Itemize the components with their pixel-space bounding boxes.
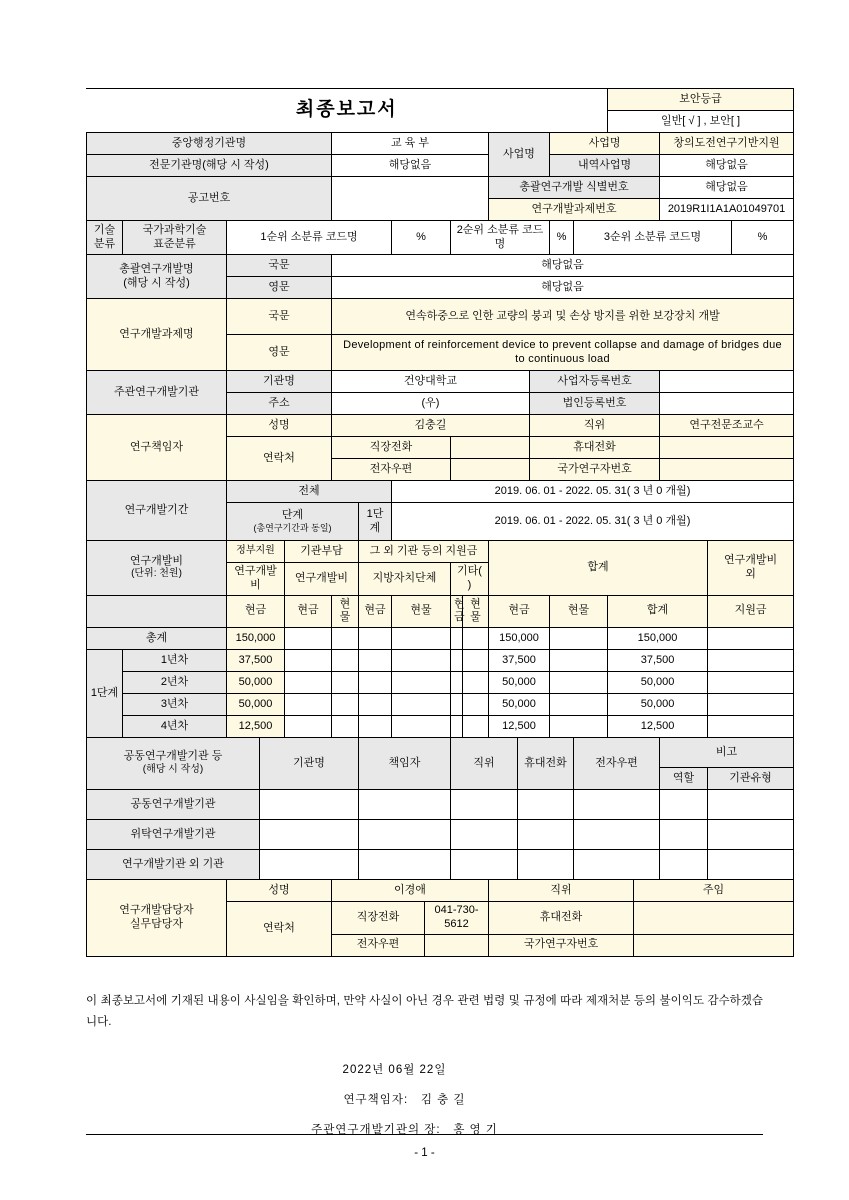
notice-no-label: 공고번호 xyxy=(87,177,332,221)
table-row xyxy=(87,650,794,672)
project-group-label: 사업명 xyxy=(489,133,550,177)
sum-total-y4: 12,500 xyxy=(608,716,708,738)
natl-researcher-no-value xyxy=(660,459,794,481)
joint-org-name-header: 기관명 xyxy=(260,738,359,790)
local-cash-y4 xyxy=(359,716,392,738)
etc-cash-y3 xyxy=(451,694,463,716)
table-row xyxy=(87,820,794,850)
signature-block xyxy=(86,1056,763,1146)
leader-signature-label: 연구책임자: xyxy=(343,1094,409,1107)
mobile-label: 휴대전화 xyxy=(530,437,660,459)
org-cash-y2 xyxy=(285,672,332,694)
joint-org-type-header: 기관유형 xyxy=(708,768,794,790)
org-name-label: 기관명 xyxy=(227,371,332,393)
overall-name-label: 총괄연구개발명 (해당 시 작성) xyxy=(87,255,227,299)
detail-project-value: 해당없음 xyxy=(660,155,794,177)
pct-2: % xyxy=(550,221,574,255)
staff-position-value: 주임 xyxy=(634,880,794,902)
staff-mobile-label: 휴대전화 xyxy=(489,902,634,935)
sum-total-y1: 37,500 xyxy=(608,650,708,672)
sum-cash-header: 현금 xyxy=(489,595,550,628)
sum-cash-y3: 50,000 xyxy=(489,694,550,716)
gov-cash-total: 150,000 xyxy=(227,628,285,650)
budget-head-blank xyxy=(87,595,227,628)
budget-year-label-2: 2년차 xyxy=(123,672,227,694)
leader-signature-name: 김 충 길 xyxy=(420,1094,466,1107)
sum-inkind-y1 xyxy=(550,650,608,672)
gov-support-label: 정부지원 xyxy=(227,541,285,563)
declaration-statement: 이 최종보고서에 기재된 내용이 사실임을 확인하며, 만약 사실이 아닌 경우 관련 법령 및 규정에 따라 제재처분 등의 불이익도 감수하겠습니다. xyxy=(86,994,763,1029)
staff-office-phone-label: 직장전화 xyxy=(332,902,425,935)
project-name-value: 창의도전연구기반지원 xyxy=(660,133,794,155)
joint-row-email-0 xyxy=(574,790,660,820)
joint-row-mobile-0 xyxy=(518,790,574,820)
table-row xyxy=(87,694,794,716)
overall-kor-value: 해당없음 xyxy=(332,255,794,277)
task-eng-value: Development of reinforcement device to prevent collapse and damage of bridges due to continuous load xyxy=(332,335,794,371)
host-signature-name: 홍 영 기 xyxy=(453,1123,498,1136)
org-cash-y1 xyxy=(285,650,332,672)
etc-cash-header: 현금 xyxy=(451,595,463,628)
sum-inkind-y3 xyxy=(550,694,608,716)
org-inkind-y3 xyxy=(332,694,359,716)
org-burden-label-2: 연구개발비 xyxy=(285,563,359,596)
etc-inkind-y2 xyxy=(463,672,489,694)
staff-natl-researcher-no-value xyxy=(634,934,794,956)
expert-agency-value: 해당없음 xyxy=(332,155,489,177)
leader-label: 연구책임자 xyxy=(87,415,227,481)
sum-cash-y2: 50,000 xyxy=(489,672,550,694)
email-value xyxy=(451,459,530,481)
local-inkind-header: 현물 xyxy=(392,595,451,628)
joint-row-leader-0 xyxy=(359,790,451,820)
staff-email-value xyxy=(425,934,489,956)
class-3: 3순위 소분류 코드명 xyxy=(574,221,732,255)
address-label: 주소 xyxy=(227,393,332,415)
signature-date: 2022년 06월 22일 xyxy=(342,1064,447,1077)
sum-total-y3: 50,000 xyxy=(608,694,708,716)
sum-inkind-total xyxy=(550,628,608,650)
table-row xyxy=(87,716,794,738)
task-kor-label: 국문 xyxy=(227,299,332,335)
sum-cash-y1: 37,500 xyxy=(489,650,550,672)
sum-total-total: 150,000 xyxy=(608,628,708,650)
overall-id-label: 총괄연구개발 식별번호 xyxy=(489,177,660,199)
etc-inkind-y4 xyxy=(463,716,489,738)
org-cash-y4 xyxy=(285,716,332,738)
etc-label: 기타( ) xyxy=(451,563,489,596)
stage1-period: 2019. 06. 01 - 2022. 05. 31( 3 년 0 개월) xyxy=(392,503,794,541)
sum-inkind-y2 xyxy=(550,672,608,694)
org-inkind-header: 현물 xyxy=(332,595,359,628)
mobile-value xyxy=(660,437,794,459)
report-title: 최종보고서 xyxy=(295,99,398,121)
office-phone-value xyxy=(451,437,530,459)
corp-reg-value xyxy=(660,393,794,415)
sum-inkind-header: 현물 xyxy=(550,595,608,628)
etc-inkind-header: 현물 xyxy=(463,595,489,628)
joint-row-orgtype-0 xyxy=(708,790,794,820)
sum-total-y2: 50,000 xyxy=(608,672,708,694)
org-cash-y3 xyxy=(285,694,332,716)
overall-kor-label: 국문 xyxy=(227,255,332,277)
outside-y2 xyxy=(708,672,794,694)
joint-row-orgname-1 xyxy=(260,820,359,850)
overall-id-value: 해당없음 xyxy=(660,177,794,199)
local-inkind-y3 xyxy=(392,694,451,716)
joint-leader-header: 책임자 xyxy=(359,738,451,790)
total-period-value: 2019. 06. 01 - 2022. 05. 31( 3 년 0 개월) xyxy=(392,481,794,503)
joint-row-email-1 xyxy=(574,820,660,850)
total-period-label: 전체 xyxy=(227,481,392,503)
joint-row-role-0 xyxy=(660,790,708,820)
org-cash-total xyxy=(285,628,332,650)
etc-inkind-y1 xyxy=(463,650,489,672)
local-inkind-total xyxy=(392,628,451,650)
host-signature-label: 주관연구개발기관의 장: xyxy=(311,1123,441,1136)
sum-label: 합계 xyxy=(489,541,708,596)
stage-label: 단계 (총연구기간과 동일) xyxy=(227,503,359,541)
email-label: 전자우편 xyxy=(332,459,451,481)
central-agency-label: 중앙행정기관명 xyxy=(87,133,332,155)
joint-role-header: 역할 xyxy=(660,768,708,790)
outside-total xyxy=(708,628,794,650)
table-row xyxy=(87,628,794,650)
outside-y1 xyxy=(708,650,794,672)
org-inkind-y1 xyxy=(332,650,359,672)
joint-row-label-0: 공동연구개발기관 xyxy=(87,790,260,820)
etc-cash-y4 xyxy=(451,716,463,738)
pct-3: % xyxy=(732,221,794,255)
etc-cash-total xyxy=(451,628,463,650)
outside-support-label: 연구개발비 외 xyxy=(708,541,794,596)
joint-row-mobile-2 xyxy=(518,850,574,880)
org-burden-label: 기관부담 xyxy=(285,541,359,563)
rnd-task-no-label: 연구개발과제번호 xyxy=(489,199,660,221)
class-2: 2순위 소분류 코드명 xyxy=(451,221,550,255)
rnd-task-no-value: 2019R1I1A1A01049701 xyxy=(660,199,794,221)
sum-total-header: 합계 xyxy=(608,595,708,628)
gov-support-label-2: 연구개발비 xyxy=(227,563,285,596)
budget-label: 연구개발비 (단위: 천원) xyxy=(87,541,227,596)
etc-cash-y2 xyxy=(451,672,463,694)
overall-eng-value: 해당없음 xyxy=(332,277,794,299)
staff-natl-researcher-no-label: 국가연구자번호 xyxy=(489,934,634,956)
leader-position-label: 직위 xyxy=(530,415,660,437)
outside-y4 xyxy=(708,716,794,738)
task-eng-label: 영문 xyxy=(227,335,332,371)
joint-row-position-1 xyxy=(451,820,518,850)
joint-position-header: 직위 xyxy=(451,738,518,790)
org-inkind-y2 xyxy=(332,672,359,694)
joint-row-orgtype-1 xyxy=(708,820,794,850)
joint-row-email-2 xyxy=(574,850,660,880)
leader-name-label: 성명 xyxy=(227,415,332,437)
stage1-label: 1단계 xyxy=(359,503,392,541)
org-cash-header: 현금 xyxy=(285,595,332,628)
staff-contact-label: 연락처 xyxy=(227,902,332,957)
staff-mobile-value xyxy=(634,902,794,935)
budget-year-label-4: 4년차 xyxy=(123,716,227,738)
host-org-label: 주관연구개발기관 xyxy=(87,371,227,415)
joint-mobile-header: 휴대전화 xyxy=(518,738,574,790)
gov-cash-header: 현금 xyxy=(227,595,285,628)
gov-cash-y2: 50,000 xyxy=(227,672,285,694)
leader-signature xyxy=(86,1086,763,1116)
period-label: 연구개발기간 xyxy=(87,481,227,541)
expert-agency-label: 전문기관명(해당 시 작성) xyxy=(87,155,332,177)
budget-year-label-3: 3년차 xyxy=(123,694,227,716)
table-row xyxy=(87,790,794,820)
local-inkind-y1 xyxy=(392,650,451,672)
task-kor-value: 연속하중으로 인한 교량의 붕괴 및 손상 방지를 위한 보강장치 개발 xyxy=(332,299,794,335)
local-cash-y2 xyxy=(359,672,392,694)
notice-no-value xyxy=(332,177,489,221)
org-name-value: 건양대학교 xyxy=(332,371,530,393)
leader-contact-label: 연락처 xyxy=(227,437,332,481)
table-row xyxy=(87,672,794,694)
joint-row-position-0 xyxy=(451,790,518,820)
joint-row-role-1 xyxy=(660,820,708,850)
pct-1: % xyxy=(392,221,451,255)
central-agency-value: 교 육 부 xyxy=(332,133,489,155)
joint-org-label: 공동연구개발기관 등 (해당 시 작성) xyxy=(87,738,260,790)
project-name-label: 사업명 xyxy=(550,133,660,155)
staff-name-value: 이경애 xyxy=(332,880,489,902)
staff-office-phone-value: 041-730-5612 xyxy=(425,902,489,935)
leader-name-value: 김충길 xyxy=(332,415,530,437)
joint-row-orgtype-2 xyxy=(708,850,794,880)
page-number: - 1 - xyxy=(86,1134,763,1159)
staff-name-label: 성명 xyxy=(227,880,332,902)
natl-researcher-no-label: 국가연구자번호 xyxy=(530,459,660,481)
local-cash-y1 xyxy=(359,650,392,672)
joint-row-label-2: 연구개발기관 외 기관 xyxy=(87,850,260,880)
org-inkind-total xyxy=(332,628,359,650)
overall-eng-label: 영문 xyxy=(227,277,332,299)
staff-email-label: 전자우편 xyxy=(332,934,425,956)
office-phone-label: 직장전화 xyxy=(332,437,451,459)
budget-year-label-1: 1년차 xyxy=(123,650,227,672)
tech-class-label: 기술 분류 xyxy=(87,221,123,255)
org-inkind-y4 xyxy=(332,716,359,738)
joint-note-header: 비고 xyxy=(660,738,794,768)
outside-y3 xyxy=(708,694,794,716)
biz-reg-label: 사업자등록번호 xyxy=(530,371,660,393)
local-inkind-y2 xyxy=(392,672,451,694)
joint-email-header: 전자우편 xyxy=(574,738,660,790)
sum-cash-y4: 12,500 xyxy=(489,716,550,738)
local-gov-label: 지방자치단체 xyxy=(359,563,451,596)
joint-row-orgname-2 xyxy=(260,850,359,880)
staff-position-label: 직위 xyxy=(489,880,634,902)
joint-row-mobile-1 xyxy=(518,820,574,850)
local-cash-total xyxy=(359,628,392,650)
budget-stage-label: 1단계 xyxy=(87,650,123,738)
local-cash-y3 xyxy=(359,694,392,716)
class-1: 1순위 소분류 코드명 xyxy=(227,221,392,255)
leader-position-value: 연구전문조교수 xyxy=(660,415,794,437)
gov-cash-y3: 50,000 xyxy=(227,694,285,716)
table-row xyxy=(87,850,794,880)
gov-cash-y1: 37,500 xyxy=(227,650,285,672)
detail-project-label: 내역사업명 xyxy=(550,155,660,177)
security-grade-label: 보안등급 xyxy=(608,89,794,111)
joint-row-leader-2 xyxy=(359,850,451,880)
std-class-label: 국가과학기술 표준분류 xyxy=(123,221,227,255)
joint-row-leader-1 xyxy=(359,820,451,850)
sum-inkind-y4 xyxy=(550,716,608,738)
report-cover-table xyxy=(86,88,794,957)
budget-row-label-total: 총계 xyxy=(87,628,227,650)
outside-support-header: 지원금 xyxy=(708,595,794,628)
corp-reg-label: 법인등록번호 xyxy=(530,393,660,415)
joint-row-orgname-0 xyxy=(260,790,359,820)
local-inkind-y4 xyxy=(392,716,451,738)
security-grade-value: 일반[ √ ] , 보안[ ] xyxy=(608,111,794,133)
sum-cash-total: 150,000 xyxy=(489,628,550,650)
biz-reg-value xyxy=(660,371,794,393)
joint-row-position-2 xyxy=(451,850,518,880)
etc-cash-y1 xyxy=(451,650,463,672)
task-title-label: 연구개발과제명 xyxy=(87,299,227,371)
other-support-label: 그 외 기관 등의 지원금 xyxy=(359,541,489,563)
etc-inkind-y3 xyxy=(463,694,489,716)
address-value: (우) xyxy=(332,393,530,415)
local-cash-header: 현금 xyxy=(359,595,392,628)
gov-cash-y4: 12,500 xyxy=(227,716,285,738)
etc-inkind-total xyxy=(463,628,489,650)
joint-row-role-2 xyxy=(660,850,708,880)
staff-label: 연구개발담당자 실무담당자 xyxy=(87,880,227,957)
joint-row-label-1: 위탁연구개발기관 xyxy=(87,820,260,850)
